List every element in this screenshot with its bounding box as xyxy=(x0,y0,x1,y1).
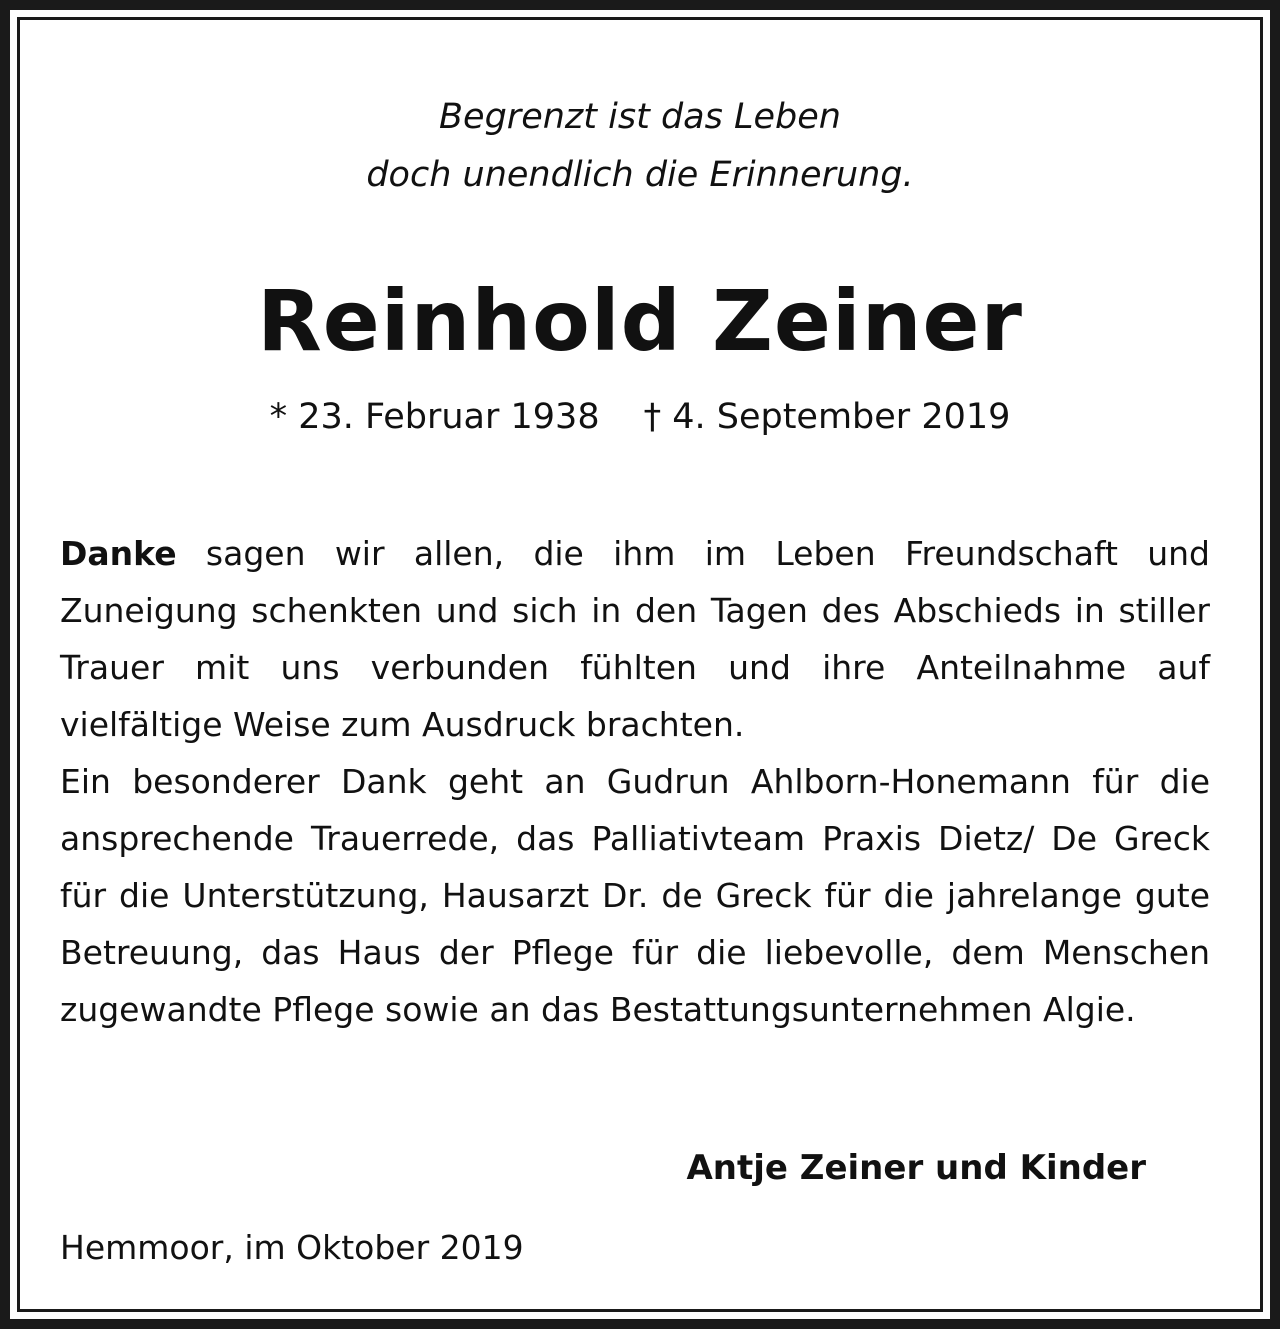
motto xyxy=(0,88,1280,204)
motto-line-2: doch unendlich die Erinnerung. xyxy=(366,155,914,195)
thanks-paragraph-1-text: sagen wir allen, die ihm im Leben Freundschaft und Zuneigung schenkten und sich in den Tagen des Abschieds in stiller Trauer mit uns verbunden fühlten und ihre Anteilnahme auf vielfältige Weise zum Ausdruck brachten. xyxy=(60,534,1210,744)
signature: Antje Zeiner und Kinder xyxy=(686,1148,1146,1188)
death-date: † 4. September 2019 xyxy=(643,397,1011,437)
motto-line-1: Begrenzt ist das Leben xyxy=(439,97,841,137)
thanks-paragraph-2: Ein besonderer Dank geht an Gudrun Ahlborn-Honemann für die ansprechende Trauerrede, das Palliativteam Praxis Dietz/ De Greck für die Unterstützung, Hausarzt Dr. de Greck für die jahrelange gute Betreuung, das Haus der Pflege für die liebevolle, dem Menschen zugewandte Pflege sowie an das Bestattungsunternehmen Algie. xyxy=(60,762,1210,1029)
thanks-message xyxy=(60,525,1210,1038)
life-dates xyxy=(0,392,1280,442)
deceased-name: Reinhold Zeiner xyxy=(257,272,1023,370)
thanks-paragraph-1 xyxy=(60,525,1210,753)
birth-date: * 23. Februar 1938 xyxy=(269,397,600,437)
place-date: Hemmoor, im Oktober 2019 xyxy=(60,1228,524,1267)
thanks-lead-word: Danke xyxy=(60,534,177,573)
